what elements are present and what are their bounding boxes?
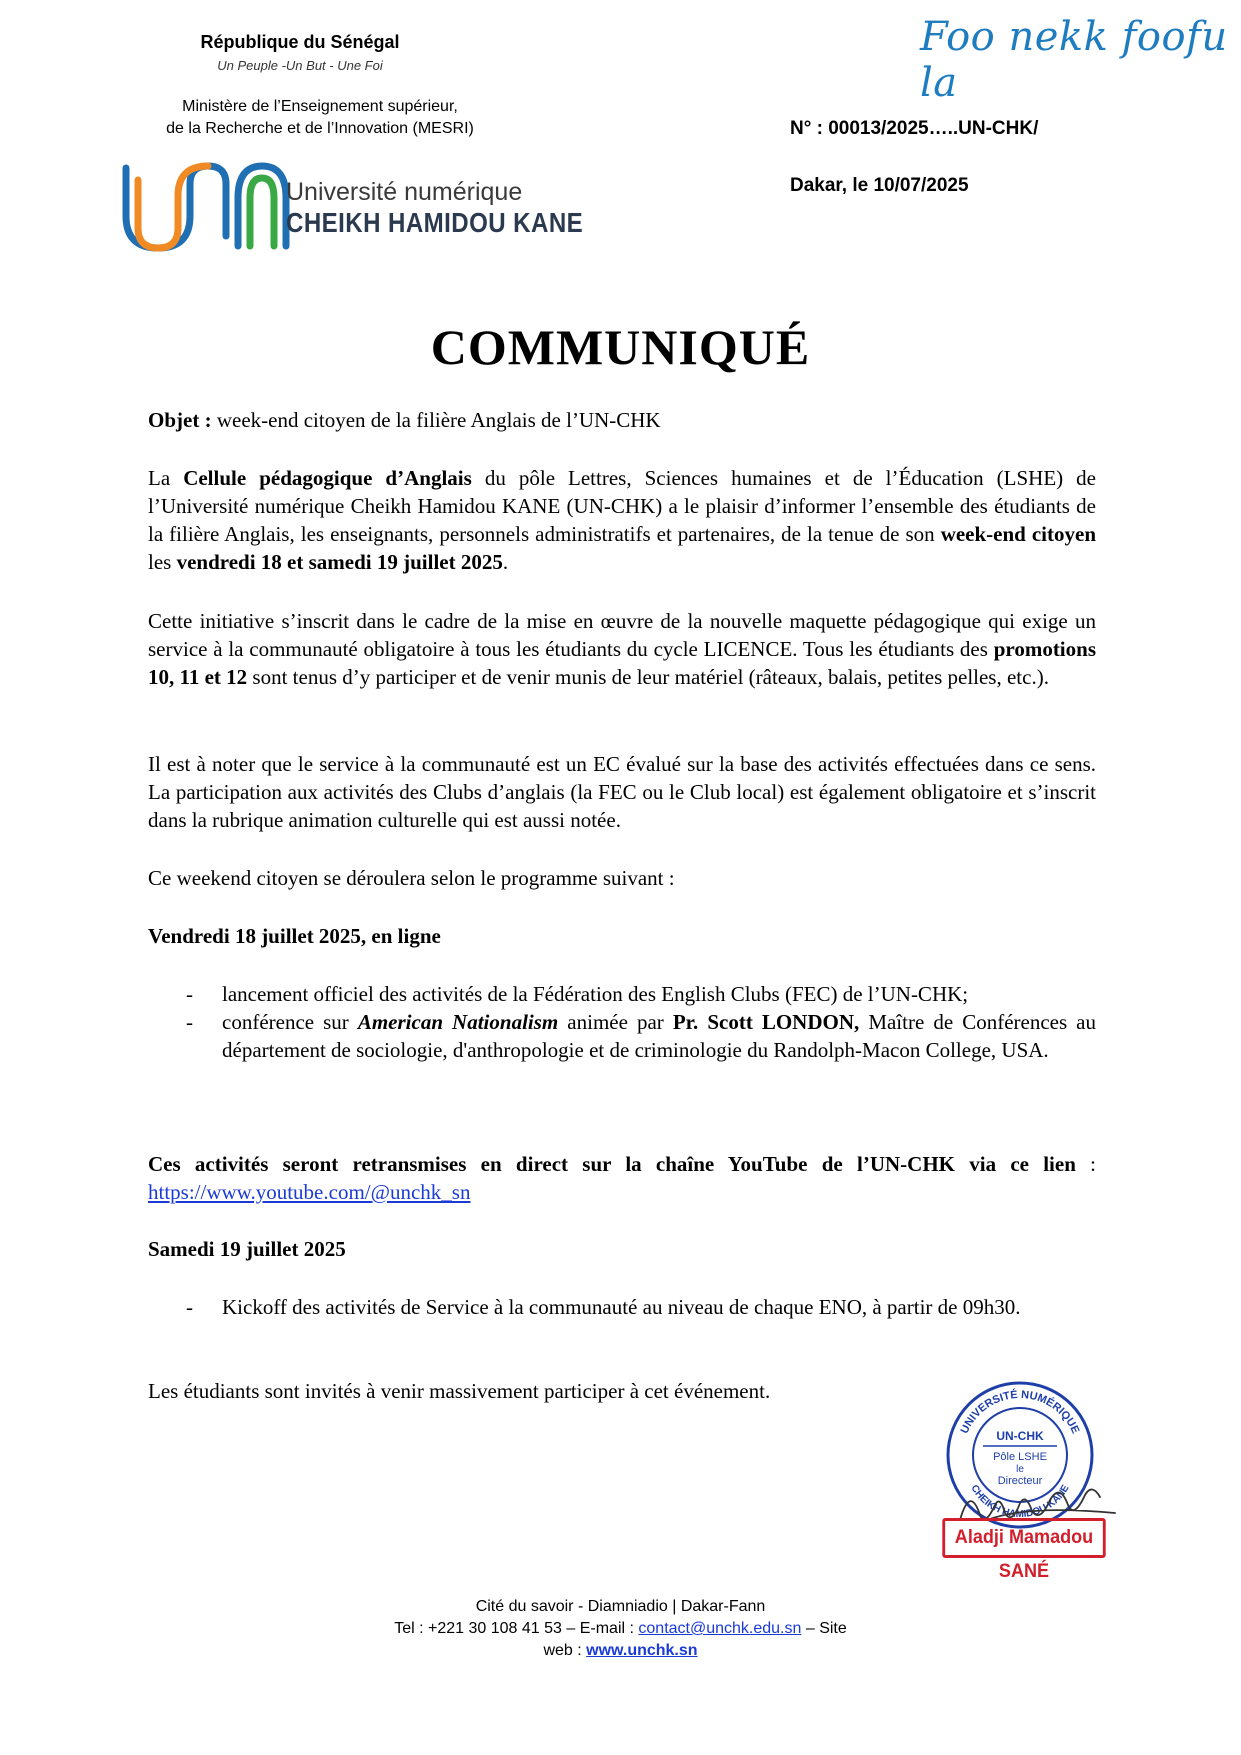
bold-run: promotions 10, 11 et 12 (148, 637, 1096, 689)
ministry-name (120, 96, 520, 140)
bullet-dash: - (186, 1295, 193, 1319)
footer-web (0, 1640, 1241, 1662)
list-item-text: Kickoff des activités de Service à la communauté au niveau de chaque ENO, à partir de 09h30. (222, 1295, 1021, 1319)
bold-run: vendredi 18 et samedi 19 juillet 2025 (176, 550, 503, 574)
text-run: Maître de Conférences au département de sociologie, d'anthropologie et de criminologie du Randolph-Macon College, USA. (222, 1010, 1096, 1062)
bold-run: week-end citoyen (940, 522, 1097, 546)
republic-name: République du Sénégal (200, 32, 400, 52)
footer-site-prefix: – Site (801, 1620, 847, 1637)
text-run: : (1075, 1152, 1096, 1176)
bullet-dash: - (186, 1010, 193, 1034)
stamp-line-1: UN-CHK (996, 1429, 1044, 1443)
list-item (148, 1293, 1096, 1321)
reference-number: N° : 00013/2025…..UN-CHK/ (790, 118, 1039, 139)
closing-sentence: Les étudiants sont invités à venir massivement participer à cet événement. (148, 1379, 771, 1403)
text-run: animée par (558, 1010, 673, 1034)
footer-contact (0, 1618, 1241, 1640)
footer-web-link[interactable]: www.unchk.sn (586, 1642, 698, 1659)
stamp-line-2: Pôle LSHE (993, 1451, 1047, 1463)
ministry-line-1: Ministère de l’Enseignement supérieur, (182, 98, 458, 115)
footer-address: Cité du savoir - Diamniadio | Dakar-Fann (475, 1598, 766, 1615)
bold-run: Pr. Scott LONDON, (672, 1010, 860, 1034)
text-run: du pôle Lettres, Sciences humaines et de l’Éducation (LSHE) de l’Université numérique Cheikh Hamidou KANE (UN-CHK) a le plaisir d’informer l’ensemble des étudiants de la filière Anglais, les enseignants, personnels administratifs et partenaires, de la tenue de son (148, 466, 1096, 546)
saturday-list (148, 1293, 1096, 1321)
paragraph-evaluation: Il est à noter que le service à la communauté est un EC évalué sur la base des activités effectuées dans ce sens. La participation aux activités des Clubs d’anglais (la FEC ou le Club local) est également obligatoire et s’inscrit dans la rubrique animation culturelle qui est aussi notée. (148, 752, 1096, 832)
text-run: . (502, 550, 509, 574)
paragraph-program-intro: Ce weekend citoyen se déroulera selon le programme suivant : (148, 866, 675, 890)
text-run: sont tenus d’y participer et de venir munis de leur matériel (râteaux, balais, petites pelles, etc.). (247, 665, 1049, 689)
bullet-dash: - (186, 982, 193, 1006)
text-run: La (148, 466, 184, 490)
paragraph-intro (148, 464, 1096, 576)
paragraph-initiative (148, 607, 1096, 691)
university-name-line-1: Université numérique (286, 178, 523, 206)
footer-phone: Tel : +221 30 108 41 53 – E-mail : (394, 1620, 639, 1637)
broadcast-paragraph (148, 1150, 1096, 1206)
page-title: COMMUNIQUÉ (430, 319, 811, 375)
stamp-ring-top: UNIVERSITÉ NUMÉRIQUE (958, 1388, 1082, 1436)
list-item (148, 1008, 1096, 1064)
bold-run: Cellule pédagogique d’Anglais (183, 466, 472, 490)
object-label: Objet : (148, 408, 212, 432)
object-line (148, 406, 1096, 434)
slogan: Foo nekk foofu la (920, 14, 1228, 106)
national-motto: Un Peuple -Un But - Une Foi (217, 58, 383, 73)
bold-run: Ces activités seront retransmises en direct sur la chaîne YouTube de l’UN-CHK via ce lien (148, 1152, 1076, 1176)
footer-email-link[interactable]: contact@unchk.edu.sn (638, 1620, 802, 1637)
list-item (148, 980, 1096, 1008)
text-run: les (148, 550, 177, 574)
stamp-line-3: le (1016, 1464, 1024, 1475)
friday-heading: Vendredi 18 juillet 2025, en ligne (148, 924, 441, 948)
list-item-text: lancement officiel des activités de la Fédération des English Clubs (FEC) de l’UN-CHK; (222, 982, 969, 1006)
saturday-heading: Samedi 19 juillet 2025 (148, 1237, 346, 1261)
stamp-ring-bottom: CHEIKH HAMIDOU KANE (968, 1483, 1072, 1521)
friday-list (148, 980, 1096, 1064)
text-run: Cette initiative s’inscrit dans le cadre de la mise en œuvre de la nouvelle maquette pédagogique qui exige un service à la communauté obligatoire à tous les étudiants du cycle LICENCE. Tous les étudiants des (148, 609, 1096, 661)
text-run: conférence sur (222, 1010, 358, 1034)
university-name-line-2: CHEIKH HAMIDOU KANE (286, 207, 584, 238)
document-date: Dakar, le 10/07/2025 (790, 175, 969, 196)
signer-name: Aladji Mamadou SANÉ (942, 1518, 1105, 1558)
stamp-line-4: Directeur (997, 1475, 1043, 1487)
footer-web-label: web : (543, 1642, 587, 1659)
bold-italic-run: American Nationalism (357, 1010, 559, 1034)
ministry-line-2: de la Recherche et de l’Innovation (MESRI) (166, 120, 474, 137)
youtube-link[interactable]: https://www.youtube.com/@unchk_sn (148, 1180, 471, 1204)
object-text: week-end citoyen de la filière Anglais de l’UN-CHK (211, 408, 661, 432)
